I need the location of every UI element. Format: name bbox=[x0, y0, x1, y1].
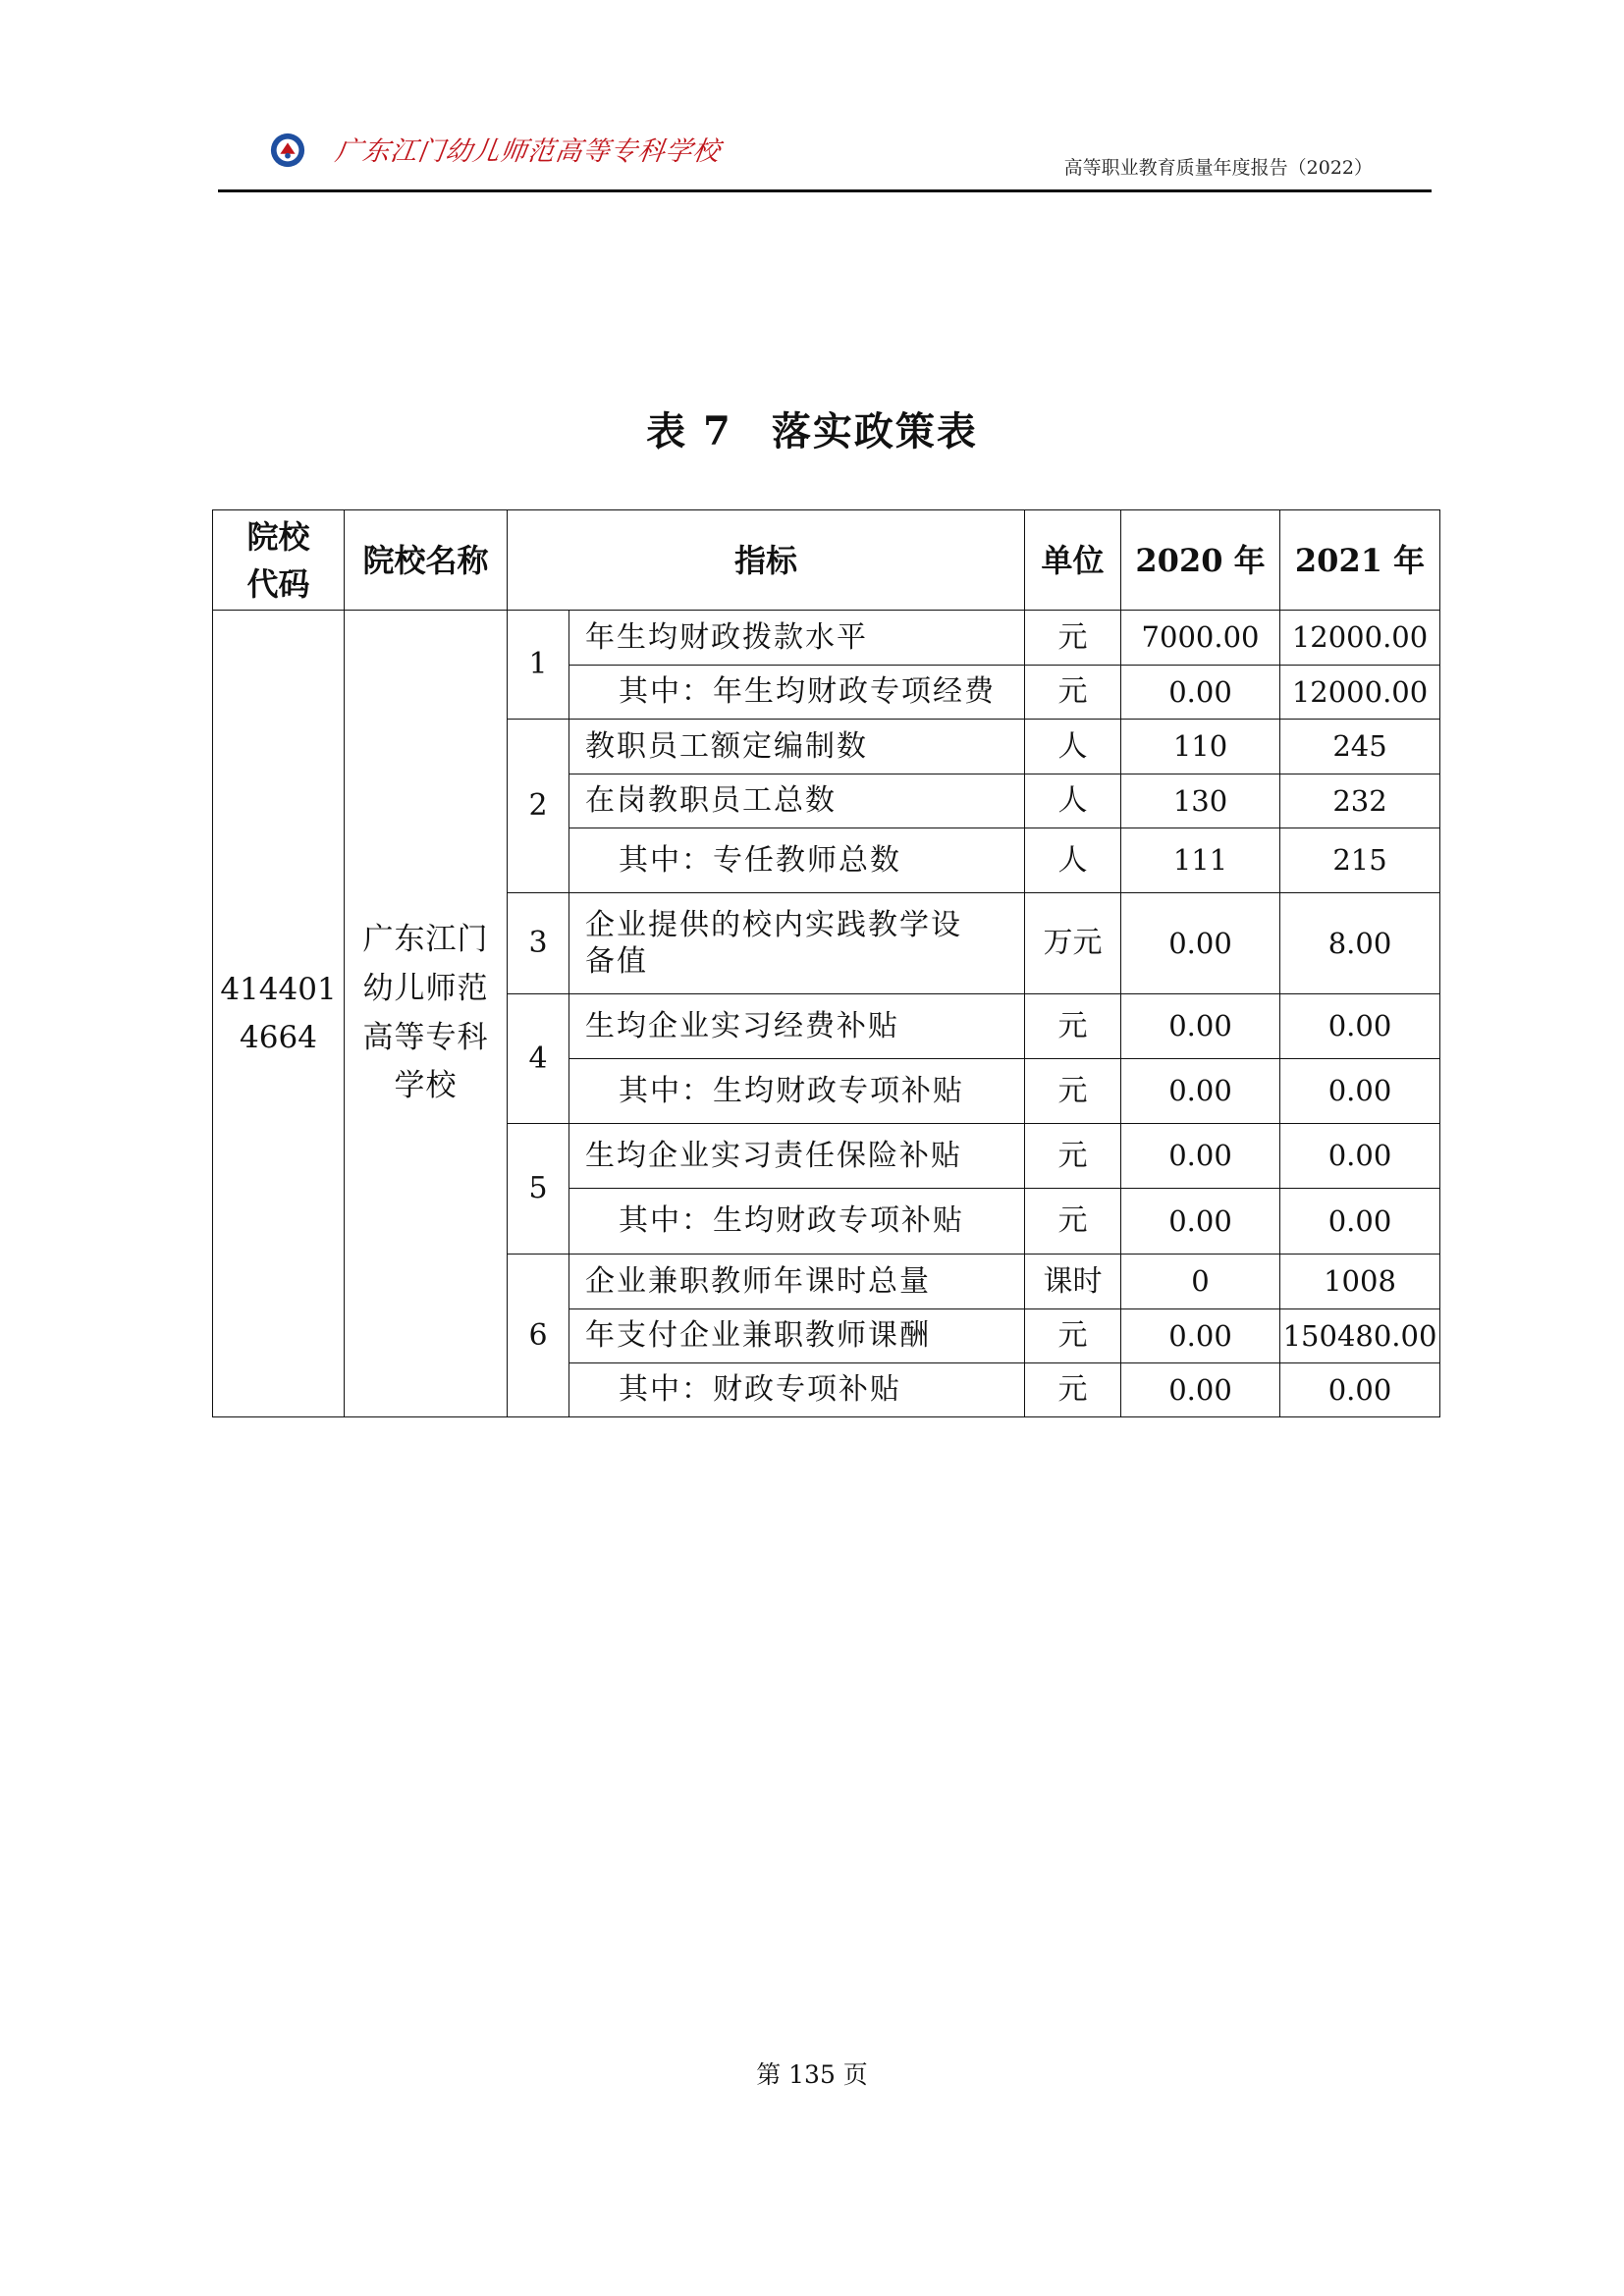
value-2020-cell: 110 bbox=[1121, 720, 1280, 774]
unit-cell: 万元 bbox=[1025, 893, 1121, 994]
value-2021-cell: 232 bbox=[1280, 774, 1440, 828]
value-2020-cell: 0.00 bbox=[1121, 1363, 1280, 1417]
table-title-label: 表 7 bbox=[646, 408, 732, 454]
value-2021-cell: 8.00 bbox=[1280, 893, 1440, 994]
value-2020-cell: 0 bbox=[1121, 1255, 1280, 1309]
table-title bbox=[0, 400, 1624, 456]
value-2021-cell: 215 bbox=[1280, 828, 1440, 893]
indicator-cell: 生均企业实习经费补贴 bbox=[569, 994, 1025, 1059]
unit-cell: 元 bbox=[1025, 1363, 1121, 1417]
report-title: 高等职业教育质量年度报告（2022） bbox=[1063, 157, 1373, 179]
value-2021-cell: 12000.00 bbox=[1280, 611, 1440, 666]
indicator-cell: 其中：年生均财政专项经费 bbox=[569, 666, 1025, 720]
unit-cell: 元 bbox=[1025, 611, 1121, 666]
value-2020-cell: 0.00 bbox=[1121, 1059, 1280, 1124]
unit-cell: 元 bbox=[1025, 1189, 1121, 1255]
value-2021-cell: 0.00 bbox=[1280, 1124, 1440, 1189]
indicator-cell: 其中：生均财政专项补贴 bbox=[569, 1059, 1025, 1124]
page-number: 第 135 页 bbox=[756, 2060, 868, 2089]
unit-cell: 元 bbox=[1025, 666, 1121, 720]
value-2020-cell: 0.00 bbox=[1121, 666, 1280, 720]
indicator-cell: 其中：生均财政专项补贴 bbox=[569, 1189, 1025, 1255]
indicator-cell: 生均企业实习责任保险补贴 bbox=[569, 1124, 1025, 1189]
unit-cell: 人 bbox=[1025, 828, 1121, 893]
value-2020-cell: 0.00 bbox=[1121, 1124, 1280, 1189]
value-2021-cell: 150480.00 bbox=[1280, 1309, 1440, 1363]
school-name-script: 广东江门幼儿师范高等专科学校 bbox=[333, 136, 723, 167]
indicator-cell: 年支付企业兼职教师课酬 bbox=[569, 1309, 1025, 1363]
header-indicator: 指标 bbox=[508, 510, 1025, 611]
unit-cell: 元 bbox=[1025, 1059, 1121, 1124]
table-header-row bbox=[213, 510, 1440, 611]
value-2020-cell: 0.00 bbox=[1121, 1189, 1280, 1255]
table-row bbox=[213, 611, 1440, 666]
value-2021-cell: 0.00 bbox=[1280, 994, 1440, 1059]
value-2020-cell: 0.00 bbox=[1121, 893, 1280, 994]
unit-cell: 人 bbox=[1025, 774, 1121, 828]
indicator-cell: 其中：财政专项补贴 bbox=[569, 1363, 1025, 1417]
group-seq: 2 bbox=[508, 720, 569, 893]
school-code-cell: 414401 4664 bbox=[213, 611, 345, 1417]
value-2020-cell: 7000.00 bbox=[1121, 611, 1280, 666]
school-name-cell: 广东江门 幼儿师范 高等专科 学校 bbox=[345, 611, 508, 1417]
page-header bbox=[218, 116, 1432, 194]
indicator-cell: 教职员工额定编制数 bbox=[569, 720, 1025, 774]
school-emblem-icon bbox=[269, 132, 306, 169]
unit-cell: 元 bbox=[1025, 994, 1121, 1059]
indicator-cell: 年生均财政拨款水平 bbox=[569, 611, 1025, 666]
header-divider bbox=[218, 189, 1432, 192]
unit-cell: 人 bbox=[1025, 720, 1121, 774]
group-seq: 4 bbox=[508, 994, 569, 1124]
group-seq: 1 bbox=[508, 611, 569, 720]
table-title-name: 落实政策表 bbox=[771, 408, 978, 454]
unit-cell: 元 bbox=[1025, 1124, 1121, 1189]
group-seq: 6 bbox=[508, 1255, 569, 1417]
group-seq: 5 bbox=[508, 1124, 569, 1255]
unit-cell: 课时 bbox=[1025, 1255, 1121, 1309]
value-2020-cell: 0.00 bbox=[1121, 994, 1280, 1059]
value-2020-cell: 130 bbox=[1121, 774, 1280, 828]
value-2021-cell: 0.00 bbox=[1280, 1363, 1440, 1417]
group-seq: 3 bbox=[508, 893, 569, 994]
header-2021: 2021 年 bbox=[1280, 510, 1440, 611]
value-2021-cell: 245 bbox=[1280, 720, 1440, 774]
indicator-cell: 企业提供的校内实践教学设 备值 bbox=[569, 893, 1025, 994]
header-unit: 单位 bbox=[1025, 510, 1121, 611]
value-2021-cell: 12000.00 bbox=[1280, 666, 1440, 720]
value-2020-cell: 0.00 bbox=[1121, 1309, 1280, 1363]
header-2020: 2020 年 bbox=[1121, 510, 1280, 611]
policy-table bbox=[212, 509, 1440, 1417]
indicator-cell: 企业兼职教师年课时总量 bbox=[569, 1255, 1025, 1309]
indicator-cell: 在岗教职员工总数 bbox=[569, 774, 1025, 828]
unit-cell: 元 bbox=[1025, 1309, 1121, 1363]
header-school-name: 院校名称 bbox=[345, 510, 508, 611]
value-2021-cell: 0.00 bbox=[1280, 1189, 1440, 1255]
value-2021-cell: 1008 bbox=[1280, 1255, 1440, 1309]
value-2021-cell: 0.00 bbox=[1280, 1059, 1440, 1124]
value-2020-cell: 111 bbox=[1121, 828, 1280, 893]
indicator-cell: 其中：专任教师总数 bbox=[569, 828, 1025, 893]
header-school-code: 院校 代码 bbox=[213, 510, 345, 611]
